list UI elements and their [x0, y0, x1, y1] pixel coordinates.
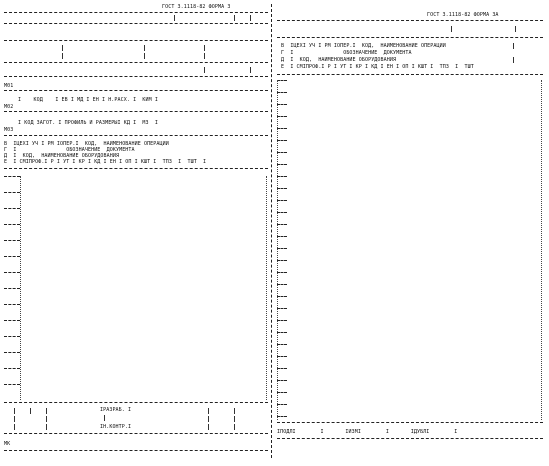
- operation-header-line-1: В IЦЕХI УЧ I РМ IОПЕР.I КОД, НАИМЕНОВАНИЕ ОПЕРАЦИИ: [4, 141, 169, 147]
- row-marker: [277, 116, 287, 117]
- row-frame: [541, 80, 542, 420]
- row-marker: [277, 380, 287, 381]
- row-marker: [277, 356, 287, 357]
- operation-header-line-3: Д I КОД, НАИМЕНОВАНИЕ ОБОРУДОВАНИЯ: [281, 57, 397, 63]
- row-frame: [266, 176, 267, 400]
- row-marker: [4, 368, 20, 369]
- form-3-sheet: [4, 4, 268, 458]
- tick: [515, 26, 516, 32]
- operation-header-line-4: Е I СМIПРОФ.I Р I УТ I КР I КД I ЕН I ОП I КШТ I ТПЗ I ТШТ: [281, 64, 474, 70]
- tick: [62, 53, 63, 59]
- row-marker: [4, 208, 20, 209]
- row-frame: [277, 80, 278, 420]
- rule: [4, 76, 268, 77]
- row-marker: [277, 236, 287, 237]
- tick: [46, 424, 47, 430]
- row-marker: [277, 272, 287, 273]
- rule: [4, 135, 268, 136]
- tick: [513, 43, 514, 49]
- tick: [234, 424, 235, 430]
- row-marker: [277, 332, 287, 333]
- tick: [62, 45, 63, 51]
- tick: [513, 57, 514, 63]
- row-marker: [277, 260, 287, 261]
- row-marker: [277, 284, 287, 285]
- row-marker: [277, 212, 287, 213]
- operation-header-line-2: Г I ОБОЗНАЧЕНИЕ ДОКУМЕНТА: [4, 147, 135, 153]
- tick: [234, 15, 235, 21]
- row-marker: [277, 320, 287, 321]
- row-marker: [4, 192, 20, 193]
- footer-signature-labels: IПОДЛI I IИЗМI I IДУБЛI I: [277, 429, 458, 435]
- row-marker: [277, 140, 287, 141]
- rule: [4, 450, 268, 451]
- tick: [46, 408, 47, 414]
- tick: [451, 26, 452, 32]
- tick: [208, 408, 209, 414]
- row-marker: [277, 176, 287, 177]
- tick: [14, 408, 15, 414]
- tick: [46, 416, 47, 422]
- tick: [14, 416, 15, 422]
- row-marker: [277, 224, 287, 225]
- rule: [4, 23, 268, 24]
- row-marker: [277, 188, 287, 189]
- rule: [4, 62, 268, 63]
- row-marker: [277, 368, 287, 369]
- row-marker: [4, 384, 20, 385]
- rule: [277, 422, 543, 423]
- operation-header-line-2: Г I ОБОЗНАЧЕНИЕ ДОКУМЕНТА: [281, 50, 412, 56]
- row-marker: [277, 92, 287, 93]
- row-marker: [4, 336, 20, 337]
- form-3a-sheet: [277, 4, 543, 458]
- tick: [144, 45, 145, 51]
- row-marker: [4, 352, 20, 353]
- row-marker: [277, 308, 287, 309]
- operation-header-line-4: Е I СМIПРОФ.I Р I УТ I КР I КД I ЕН I ОП I КШТ I ТПЗ I ТШТ I: [4, 159, 207, 165]
- tick: [250, 67, 251, 73]
- row-marker: [277, 152, 287, 153]
- row-m01-label: М01: [4, 83, 14, 89]
- footer-mk-label: МК: [4, 441, 11, 447]
- rule: [4, 111, 268, 112]
- row-marker: [4, 320, 20, 321]
- razrab-label: IРАЗРАБ. I: [100, 407, 132, 413]
- rule: [277, 37, 543, 38]
- tick: [30, 408, 31, 414]
- tick: [104, 415, 105, 421]
- tick: [14, 424, 15, 430]
- tick: [204, 45, 205, 51]
- row-marker: [277, 104, 287, 105]
- rule: [4, 12, 268, 13]
- row-marker: [277, 200, 287, 201]
- row-marker: [277, 80, 287, 81]
- row-m02-columns: I КОД I ЕВ I МД I ЕН I Н.РАСХ. I КИМ I: [18, 97, 158, 103]
- rule: [4, 168, 268, 169]
- tick: [208, 424, 209, 430]
- form3a-header: ГОСТ 3.1118-82 ФОРМА 3А: [427, 12, 499, 18]
- rule: [4, 40, 268, 41]
- row-marker: [4, 288, 20, 289]
- operation-header-line-3: Д I КОД, НАИМЕНОВАНИЕ ОБОРУДОВАНИЯ: [4, 153, 120, 159]
- row-marker: [277, 344, 287, 345]
- n-kontr-label: IН.КОНТР.I: [100, 424, 132, 430]
- row-marker: [4, 304, 20, 305]
- row-marker: [277, 248, 287, 249]
- rule: [4, 433, 268, 434]
- tick: [234, 408, 235, 414]
- rule: [277, 20, 543, 21]
- tick: [204, 67, 205, 73]
- row-marker: [4, 176, 20, 177]
- row-m03-columns: I КОД ЗАГОТ. I ПРОФИЛЬ И РАЗМЕРЫI КД I МЗ I: [18, 120, 158, 126]
- row-frame: [20, 176, 21, 400]
- row-marker: [277, 416, 287, 417]
- rule: [277, 74, 543, 75]
- tick: [234, 416, 235, 422]
- tick: [144, 53, 145, 59]
- row-marker: [4, 224, 20, 225]
- form3-header: ГОСТ 3.1118-82 ФОРМА 3: [162, 4, 231, 10]
- tick: [174, 15, 175, 21]
- row-marker: [277, 404, 287, 405]
- row-marker: [277, 392, 287, 393]
- rule: [4, 402, 268, 403]
- row-marker: [4, 256, 20, 257]
- tick: [204, 53, 205, 59]
- row-marker: [277, 128, 287, 129]
- tick: [208, 416, 209, 422]
- row-marker: [277, 296, 287, 297]
- rule: [4, 90, 268, 91]
- row-marker: [4, 240, 20, 241]
- row-m02-label: М02: [4, 104, 14, 110]
- row-marker: [277, 164, 287, 165]
- tick: [250, 15, 251, 21]
- rule: [277, 438, 543, 439]
- operation-header-line-1: В IЦЕХI УЧ I РМ IОПЕР.I КОД, НАИМЕНОВАНИЕ ОПЕРАЦИИ: [281, 43, 446, 49]
- sheet-divider: [271, 4, 272, 458]
- row-marker: [4, 272, 20, 273]
- row-m03-label: М03: [4, 127, 14, 133]
